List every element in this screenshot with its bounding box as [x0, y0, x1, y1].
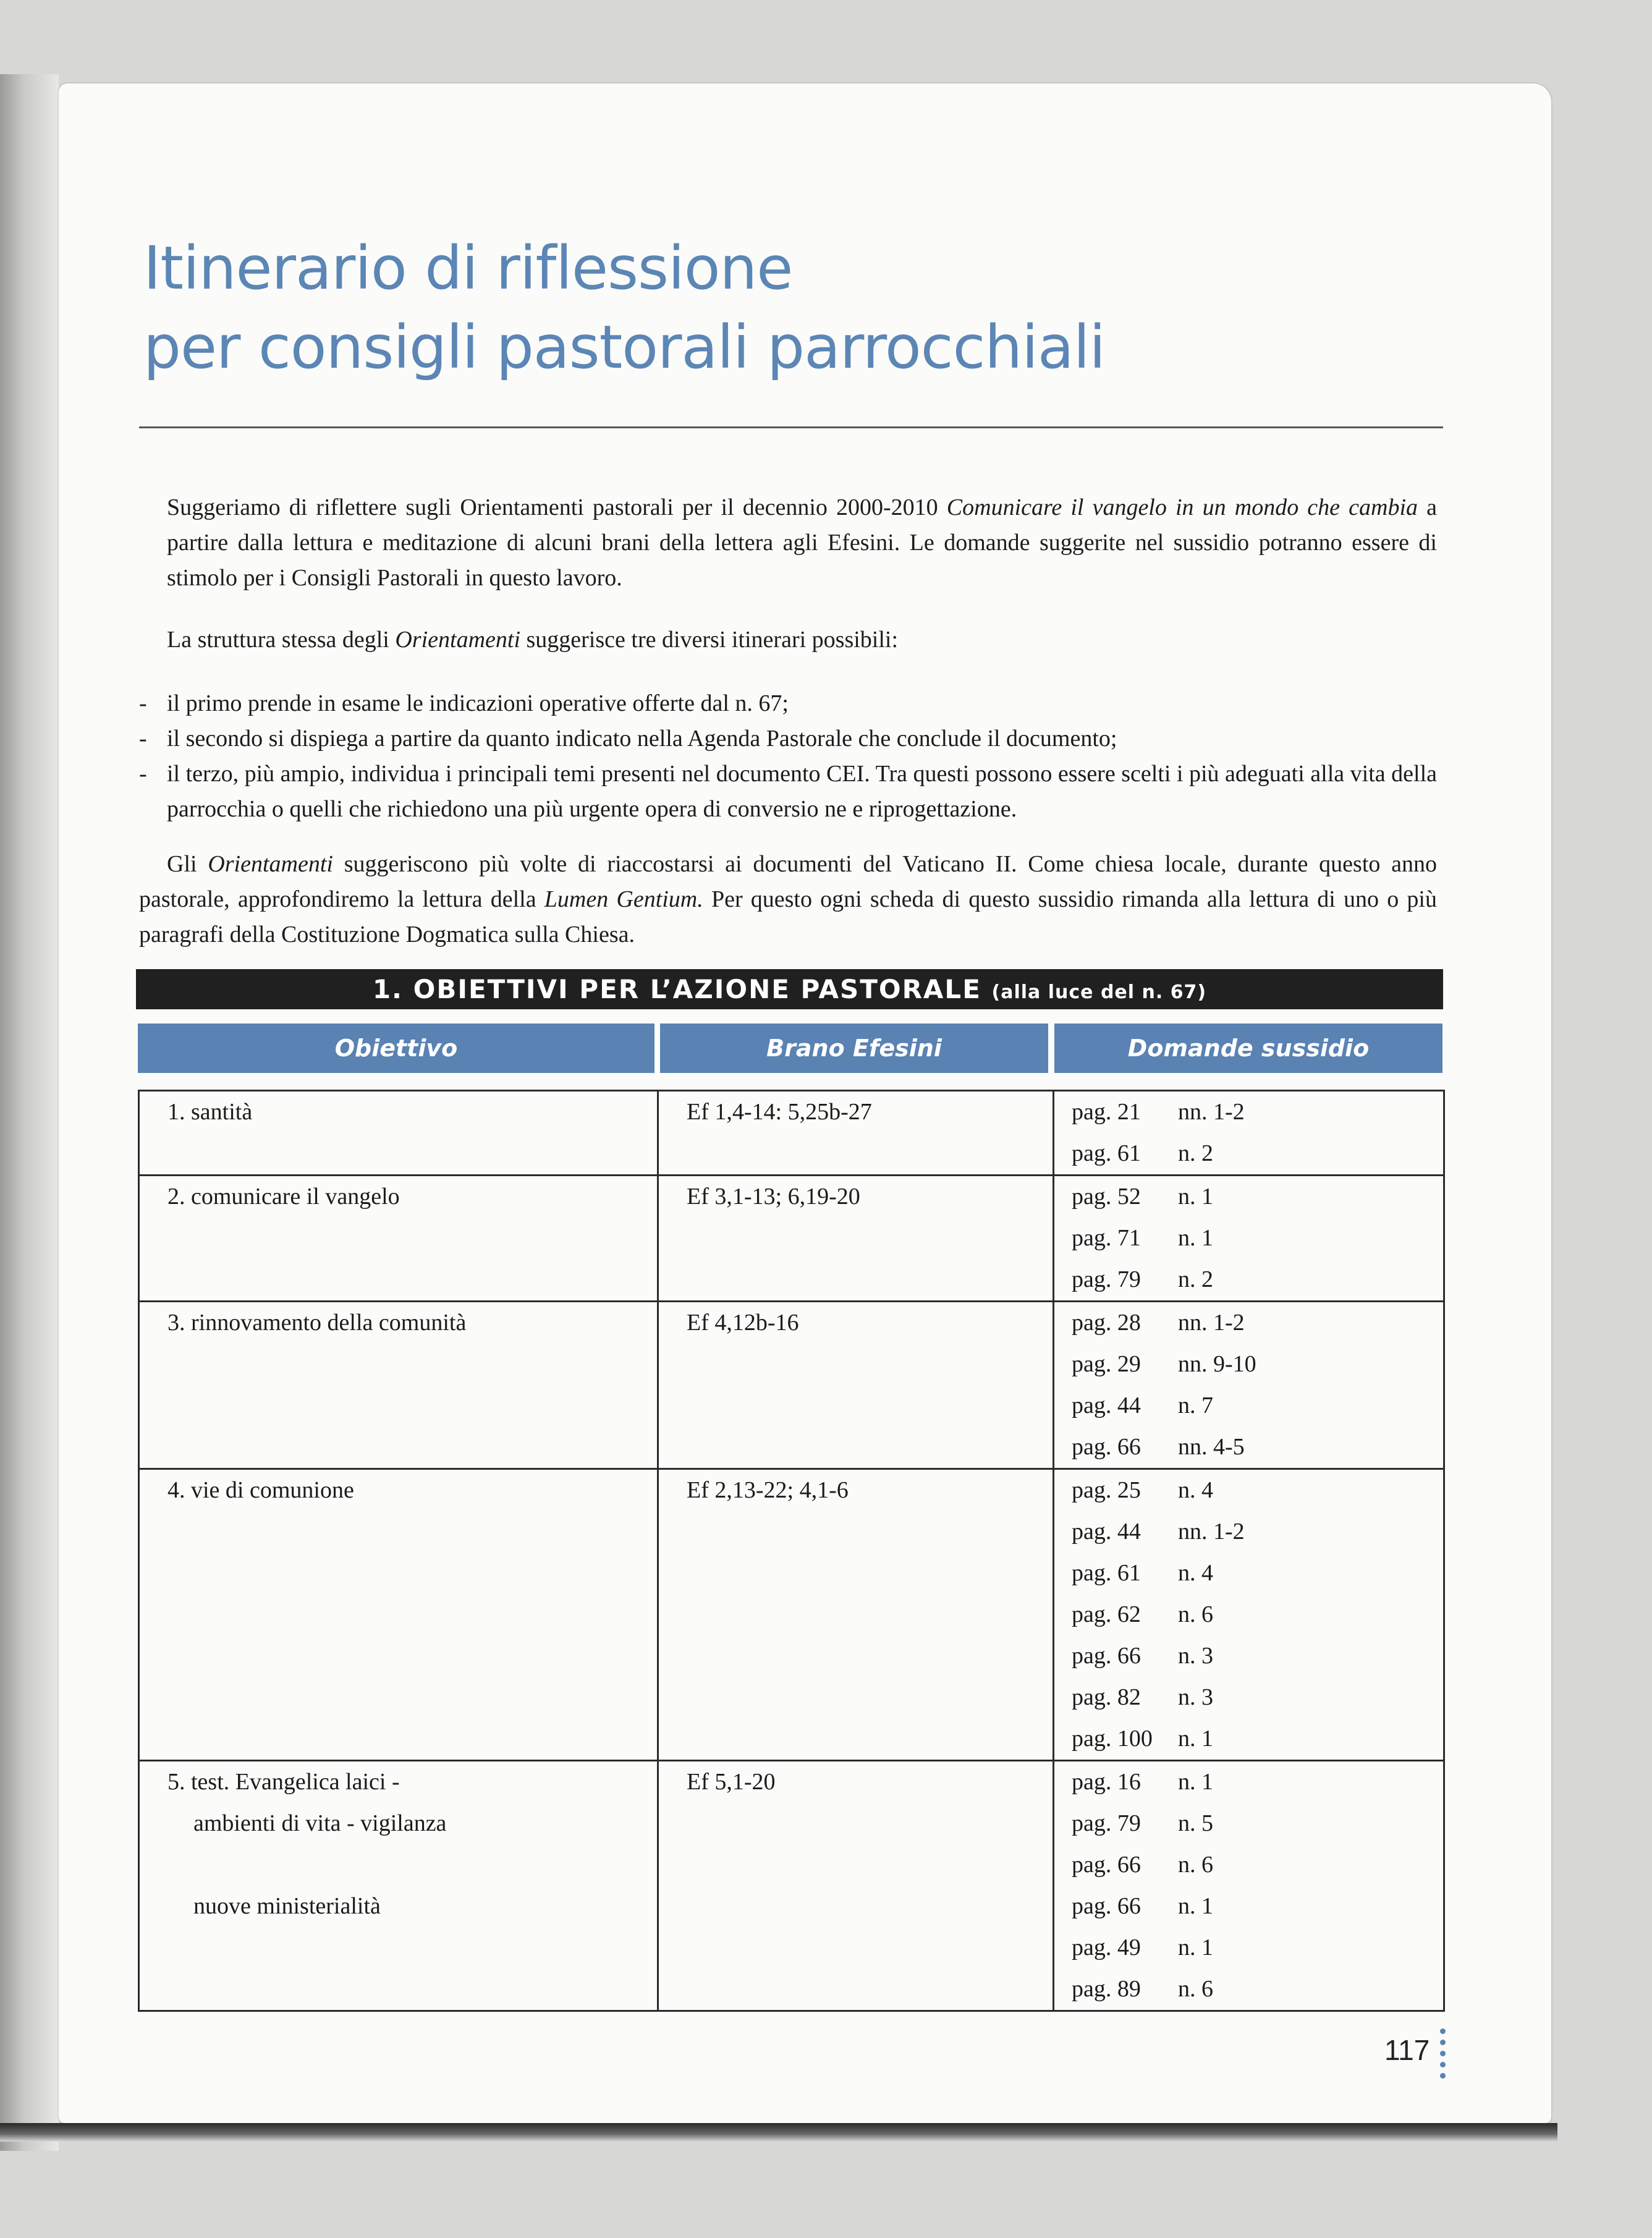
ref-number: n. 1	[1178, 1225, 1213, 1251]
ref-item	[1054, 1470, 1443, 1511]
intro-paragraph-2	[167, 622, 1437, 658]
list-item	[139, 686, 1437, 721]
ref-page: pag. 66	[1072, 1434, 1141, 1460]
ref-page: pag. 61	[1072, 1560, 1141, 1586]
ref-number: nn. 4-5	[1178, 1434, 1245, 1460]
brano-cell: Ef 5,1-20	[658, 1761, 1054, 2011]
ref-number: n. 2	[1178, 1266, 1213, 1292]
ref-number: n. 2	[1178, 1140, 1213, 1166]
ref-page: pag. 62	[1072, 1601, 1141, 1627]
book-spine	[0, 74, 59, 2151]
ref-number: n. 1	[1178, 1769, 1213, 1795]
objective-text: 2. comunicare il vangelo	[167, 1184, 400, 1210]
intro-p1-italic: Comunicare il vangelo in un mondo che cambia	[946, 494, 1418, 520]
list-item-text: il primo prende in esame le indicazioni operative offerte dal n. 67;	[167, 690, 789, 716]
ref-number: n. 4	[1178, 1477, 1213, 1503]
refs-cell	[1054, 1469, 1444, 1761]
ref-page: pag. 21	[1072, 1099, 1141, 1125]
objective-cell	[139, 1761, 658, 2011]
ref-item	[1054, 1302, 1443, 1344]
table-row	[139, 1469, 1444, 1761]
ref-page: pag. 16	[1072, 1769, 1141, 1795]
ref-number: n. 5	[1178, 1810, 1213, 1836]
ref-page: pag. 29	[1072, 1351, 1141, 1377]
ref-number: n. 6	[1178, 1976, 1213, 2002]
page-number: 117	[1384, 2034, 1430, 2066]
page-title	[143, 229, 1105, 387]
refs-cell	[1054, 1761, 1444, 2011]
objective-text: 4. vie di comunione	[167, 1477, 354, 1503]
ref-item	[1054, 1385, 1443, 1426]
objective-cell	[139, 1091, 658, 1176]
brano-cell: Ef 4,12b-16	[658, 1302, 1054, 1469]
ref-number: nn. 9-10	[1178, 1351, 1256, 1377]
intro-p2-text-a: La struttura stessa degli	[167, 627, 396, 653]
objective-spacer	[167, 1844, 657, 1886]
ref-page: pag. 44	[1072, 1519, 1141, 1545]
list-item-text: il terzo, più ampio, individua i principali temi presenti nel documento CEI. Tra questi possono essere scelti i più adeguati alla vita della parrocchia o quelli che richiedono una più urgente opera di conversio ne e riprogettazione.	[167, 761, 1437, 822]
intro-p1-text-b: a partire dalla lettura e meditazione di alcuni brani della lettera agli Efesini. Le domande suggerite nel sussidio potranno essere di stimolo per i Consigli Pastorali in questo lavoro.	[167, 494, 1437, 591]
objective-text: ambienti di vita - vigilanza	[193, 1810, 447, 1836]
brano-cell: Ef 3,1-13; 6,19-20	[658, 1176, 1054, 1302]
ref-number: n. 1	[1178, 1893, 1213, 1919]
ref-number: n. 1	[1178, 1935, 1213, 1960]
ref-page: pag. 66	[1072, 1643, 1141, 1669]
table-row	[139, 1302, 1444, 1469]
ref-item	[1054, 1344, 1443, 1385]
ref-item	[1054, 1259, 1443, 1300]
ref-item	[1054, 1133, 1443, 1174]
title-line-2: per consigli pastorali parrocchiali	[143, 313, 1106, 382]
ref-page: pag. 28	[1072, 1310, 1141, 1336]
refs-cell	[1054, 1302, 1444, 1469]
section-subtitle: (alla luce del n. 67)	[991, 981, 1207, 1003]
ref-item	[1054, 1844, 1443, 1886]
table-row	[139, 1761, 1444, 2011]
ref-page: pag. 49	[1072, 1935, 1141, 1960]
column-header-objective: Obiettivo	[138, 1024, 654, 1073]
ref-page: pag. 89	[1072, 1976, 1141, 2002]
ref-item	[1054, 1969, 1443, 2010]
ref-item	[1054, 1091, 1443, 1133]
ref-item	[1054, 1176, 1443, 1218]
ref-item	[1054, 1927, 1443, 1969]
ref-page: pag. 61	[1072, 1140, 1141, 1166]
ref-item	[1054, 1761, 1443, 1803]
intro-p2-text-b: suggerisce tre diversi itinerari possibili:	[520, 627, 899, 653]
ref-page: pag. 79	[1072, 1266, 1141, 1292]
ref-item	[1054, 1886, 1443, 1927]
objective-text: 3. rinnovamento della comunità	[167, 1310, 467, 1336]
list-item	[139, 757, 1437, 827]
ref-page: pag. 44	[1072, 1392, 1141, 1418]
ref-item	[1054, 1426, 1443, 1468]
ref-page: pag. 79	[1072, 1810, 1141, 1836]
intro-p3-italic-1: Orientamenti	[208, 851, 333, 877]
objectives-table	[138, 1090, 1445, 2012]
ref-number: nn. 1-2	[1178, 1099, 1245, 1125]
section-banner	[136, 969, 1443, 1009]
ref-number: n. 6	[1178, 1601, 1213, 1627]
ref-item	[1054, 1677, 1443, 1718]
ref-number: n. 3	[1178, 1643, 1213, 1669]
intro-p3-text-c: Per questo ogni scheda di questo sussidio rimanda alla lettura di uno o più paragrafi della Costituzione Dogmatica sulla Chiesa.	[139, 886, 1437, 947]
itinerary-list	[139, 686, 1437, 827]
objective-cell	[139, 1302, 658, 1469]
objective-cell	[139, 1176, 658, 1302]
ref-number: n. 3	[1178, 1684, 1213, 1710]
ref-page: pag. 25	[1072, 1477, 1141, 1503]
ref-page: pag. 82	[1072, 1684, 1141, 1710]
bullet-dash: -	[139, 690, 147, 716]
ref-number: n. 4	[1178, 1560, 1213, 1586]
ref-item	[1054, 1718, 1443, 1760]
refs-cell	[1054, 1176, 1444, 1302]
table-row	[139, 1091, 1444, 1176]
ref-item	[1054, 1594, 1443, 1635]
intro-p3-italic-2: Lumen Gentium.	[544, 886, 703, 912]
objective-text: 5. test. Evangelica laici -	[167, 1769, 400, 1795]
ref-number: nn. 1-2	[1178, 1310, 1245, 1336]
ref-page: pag. 100	[1072, 1726, 1153, 1752]
ref-number: n. 1	[1178, 1184, 1213, 1210]
list-item-text: il secondo si dispiega a partire da quanto indicato nella Agenda Pastorale che conclude il documento;	[167, 726, 1117, 752]
intro-paragraph-1	[167, 490, 1437, 596]
ref-page: pag. 66	[1072, 1893, 1141, 1919]
title-line-1: Itinerario di riflessione	[143, 234, 793, 303]
intro-p3-text-a: Gli	[167, 851, 208, 877]
table-row	[139, 1176, 1444, 1302]
objective-cell	[139, 1469, 658, 1761]
ref-page: pag. 71	[1072, 1225, 1141, 1251]
bullet-dash: -	[139, 726, 147, 752]
page-number-dots-ornament	[1440, 2028, 1446, 2084]
column-header-brano: Brano Efesini	[660, 1024, 1048, 1073]
intro-p2-italic: Orientamenti	[395, 627, 520, 653]
intro-p3-text-b: suggeriscono più volte di riaccostarsi ai documenti del Vaticano II. Come chiesa locale, durante questo anno pastorale, approfondiremo la lettura della	[139, 851, 1437, 912]
ref-page: pag. 52	[1072, 1184, 1141, 1210]
brano-cell: Ef 2,13-22; 4,1-6	[658, 1469, 1054, 1761]
page-bottom-edge	[0, 2123, 1557, 2142]
title-underline	[139, 426, 1443, 428]
ref-number: nn. 1-2	[1178, 1519, 1245, 1545]
ref-item	[1054, 1635, 1443, 1677]
intro-p1-text-a: Suggeriamo di riflettere sugli Orientamenti pastorali per il decennio 2000-2010	[167, 494, 947, 520]
ref-item	[1054, 1553, 1443, 1594]
ref-item	[1054, 1511, 1443, 1553]
ref-number: n. 1	[1178, 1726, 1213, 1752]
ref-item	[1054, 1218, 1443, 1259]
column-header-domande: Domande sussidio	[1054, 1024, 1442, 1073]
intro-paragraph-3	[139, 847, 1437, 952]
ref-page: pag. 66	[1072, 1852, 1141, 1878]
refs-cell	[1054, 1091, 1444, 1176]
ref-number: n. 7	[1178, 1392, 1213, 1418]
list-item	[139, 721, 1437, 757]
ref-item	[1054, 1803, 1443, 1844]
section-title: 1. OBIETTIVI PER L’AZIONE PASTORALE	[372, 974, 981, 1004]
bullet-dash: -	[139, 761, 147, 787]
objective-text: 1. santità	[167, 1099, 253, 1125]
ref-number: n. 6	[1178, 1852, 1213, 1878]
brano-cell: Ef 1,4-14: 5,25b-27	[658, 1091, 1054, 1176]
objective-text: nuove ministerialità	[193, 1893, 381, 1919]
